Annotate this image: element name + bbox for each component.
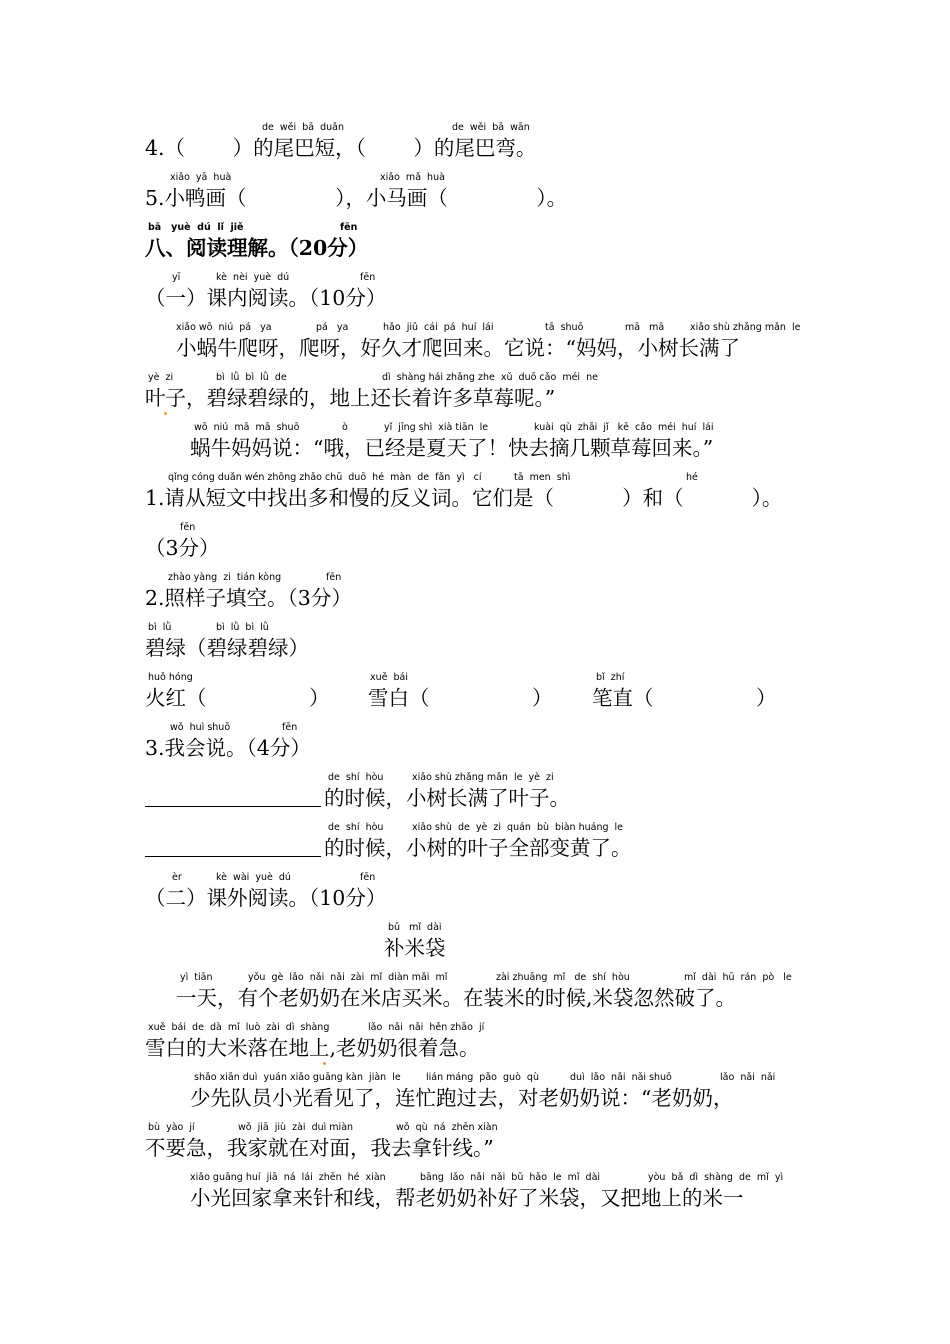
story-title-text: 补米袋 bbox=[384, 936, 446, 960]
section8-pinyin-1: bā yuè dú lǐ jiě bbox=[148, 222, 244, 233]
rq3-l1-pinyin-1: de shí hòu bbox=[328, 772, 384, 783]
passage1-l3-text: 蜗牛妈妈说：“哦，已经是夏天了！快去摘几颗草莓回来。” bbox=[190, 436, 714, 460]
rq3-line-1 bbox=[0, 772, 950, 822]
rq2-example bbox=[0, 622, 950, 672]
rq2-example-pinyin-2: bì lǜ bì lǜ bbox=[216, 622, 269, 633]
part2-pinyin-1: èr bbox=[172, 872, 182, 883]
passage1-l1-pinyin-3: hǎo jiǔ cái pá huí lái bbox=[383, 322, 494, 333]
story-p1-pinyin-1: yì tiān bbox=[180, 972, 213, 983]
rq1-pinyin-2: tā men shì bbox=[514, 472, 571, 483]
part2-title: （二）课外阅读。（10分） bbox=[145, 886, 387, 910]
q4-text: 4.（ ）的尾巴短，（ ）的尾巴弯。 bbox=[145, 136, 537, 160]
rq1-score: （3分） bbox=[145, 536, 220, 560]
story-p4-text: 不要急，我家就在对面，我去拿针线。” bbox=[145, 1136, 494, 1160]
reading-question-3 bbox=[0, 722, 950, 772]
rq2-example-text: 碧绿（碧绿碧绿） bbox=[145, 636, 309, 660]
passage1-line-3 bbox=[0, 422, 950, 472]
passage1-l3-pinyin-1: wō niú mā mā shuō bbox=[194, 422, 300, 433]
rq3-text: 3.我会说。（4分） bbox=[145, 736, 311, 760]
story-p2-pinyin-2: lǎo nǎi nǎi hěn zhāo jí bbox=[368, 1022, 485, 1033]
part2-pinyin-3: fēn bbox=[360, 872, 376, 883]
story-p3-pinyin-1: shǎo xiān duì yuán xiǎo guāng kàn jiàn le bbox=[194, 1072, 401, 1083]
passage1-l2-pinyin-3: dì shàng hái zhǎng zhe xǔ duō cǎo méi ne bbox=[382, 372, 598, 383]
story-p2-pinyin-1: xuě bái de dà mǐ luò zài dì shàng bbox=[148, 1022, 330, 1033]
story-p3-text: 少先队员小光看见了，连忙跑过去，对老奶奶说：“老奶奶， bbox=[190, 1086, 734, 1110]
rq3-l1-text: 的时候，小树长满了叶子。 bbox=[324, 786, 570, 810]
reading-question-1 bbox=[0, 472, 950, 522]
rq1-score-pinyin: fēn bbox=[180, 522, 196, 533]
passage1-l1-pinyin-2: pá ya bbox=[316, 322, 349, 333]
story-line-2 bbox=[0, 1022, 950, 1072]
passage1-l3-pinyin-2: ò bbox=[342, 422, 348, 433]
passage1-l2-text: 叶子，碧绿碧绿的，地上还长着许多草莓呢。” bbox=[145, 386, 556, 410]
section-8-heading bbox=[0, 222, 950, 272]
rq3-blank-2[interactable] bbox=[145, 856, 321, 857]
rq2-items bbox=[0, 672, 950, 722]
rq3-blank-1[interactable] bbox=[145, 806, 321, 807]
story-p1-pinyin-4: mǐ dài hū rán pò le bbox=[684, 972, 792, 983]
reading-question-2 bbox=[0, 572, 950, 622]
rq2-item3: 笔直（ ） bbox=[592, 686, 777, 710]
rq3-pinyin-2: fēn bbox=[282, 722, 298, 733]
section8-title: 八、阅读理解。（20分） bbox=[145, 236, 369, 260]
rq2-item2: 雪白（ ） bbox=[368, 686, 553, 710]
part-1-heading bbox=[0, 272, 950, 322]
q5-text: 5.小鸭画（ ），小马画（ ）。 bbox=[145, 186, 568, 210]
rq2-item3-pinyin: bǐ zhí bbox=[596, 672, 625, 683]
rq3-l1-pinyin-2: xiǎo shù zhǎng mǎn le yè zi bbox=[412, 772, 554, 783]
story-p3-pinyin-2: lián máng pǎo guò qù bbox=[426, 1072, 539, 1083]
rq2-item1: 火红（ ） bbox=[145, 686, 330, 710]
rq3-l2-text: 的时候，小树的叶子全部变黄了。 bbox=[324, 836, 632, 860]
rq1-pinyin-3: hé bbox=[686, 472, 698, 483]
rq2-item1-pinyin: huǒ hóng bbox=[148, 672, 193, 683]
story-p3-pinyin-4: lǎo nǎi nǎi bbox=[720, 1072, 776, 1083]
rq2-text: 2.照样子填空。（3分） bbox=[145, 586, 352, 610]
rq2-pinyin-2: fēn bbox=[326, 572, 342, 583]
story-p4-pinyin-2: wǒ jiā jiù zài duì miàn bbox=[238, 1122, 354, 1133]
rq3-line-2 bbox=[0, 822, 950, 872]
passage1-l1-pinyin-4: tā shuō bbox=[545, 322, 584, 333]
story-line-3 bbox=[0, 1072, 950, 1122]
story-p1-pinyin-3: zài zhuāng mǐ de shí hòu bbox=[496, 972, 630, 983]
story-p5-pinyin-3: yòu bǎ dì shàng de mǐ yì bbox=[648, 1172, 784, 1183]
rq2-item2-pinyin: xuě bái bbox=[370, 672, 409, 683]
story-line-5 bbox=[0, 1172, 950, 1222]
rq3-l2-pinyin-1: de shí hòu bbox=[328, 822, 384, 833]
story-p4-pinyin-1: bù yào jí bbox=[148, 1122, 195, 1133]
reading-question-1-score bbox=[0, 522, 950, 572]
part1-title: （一）课内阅读。（10分） bbox=[145, 286, 387, 310]
q4-pinyin-2: de wěi bā wān bbox=[452, 122, 530, 133]
section8-pinyin-2: fēn bbox=[340, 222, 358, 233]
part1-pinyin-3: fēn bbox=[360, 272, 376, 283]
passage1-l1-text: 小蜗牛爬呀，爬呀，好久才爬回来。它说：“妈妈，小树长满了 bbox=[176, 336, 740, 360]
passage1-line-1 bbox=[0, 322, 950, 372]
story-line-4 bbox=[0, 1122, 950, 1172]
rq2-example-pinyin-1: bì lǜ bbox=[148, 622, 172, 633]
rq1-text: 1.请从短文中找出多和慢的反义词。它们是（ ）和（ ）。 bbox=[145, 486, 783, 510]
question-5 bbox=[0, 172, 950, 222]
rq3-pinyin-1: wǒ huì shuō bbox=[170, 722, 231, 733]
story-title bbox=[0, 922, 950, 972]
passage1-l1-pinyin-1: xiǎo wō niú pá ya bbox=[176, 322, 272, 333]
story-p2-text: 雪白的大米落在地上,老奶奶很着急。 bbox=[145, 1036, 480, 1060]
passage1-l1-pinyin-6: xiǎo shù zhǎng mǎn le bbox=[690, 322, 801, 333]
story-title-pinyin: bǔ mǐ dài bbox=[388, 922, 442, 933]
rq3-l2-pinyin-2: xiǎo shù de yè zi quán bù biàn huáng le bbox=[412, 822, 624, 833]
passage1-l2-pinyin-2: bì lǜ bì lǜ de bbox=[216, 372, 287, 383]
q4-pinyin-1: de wěi bā duǎn bbox=[262, 122, 344, 133]
rq2-pinyin-1: zhào yàng zi tián kòng bbox=[168, 572, 282, 583]
part1-pinyin-1: yī bbox=[172, 272, 181, 283]
part-2-heading bbox=[0, 872, 950, 922]
story-p3-pinyin-3: duì lǎo nǎi nǎi shuō bbox=[570, 1072, 672, 1083]
story-p5-pinyin-1: xiǎo guāng huí jiā ná lái zhēn hé xiàn bbox=[190, 1172, 386, 1183]
question-4 bbox=[0, 122, 950, 172]
q5-pinyin-2: xiǎo mǎ huà bbox=[380, 172, 445, 183]
story-p4-pinyin-3: wǒ qù ná zhēn xiàn bbox=[396, 1122, 498, 1133]
ink-mark bbox=[164, 412, 167, 415]
passage1-l1-pinyin-5: mā mā bbox=[625, 322, 665, 333]
story-p1-pinyin-2: yǒu gè lǎo nǎi nǎi zài mǐ diàn mǎi mǐ bbox=[248, 972, 448, 983]
rq1-pinyin-1: qǐng cóng duǎn wén zhōng zhǎo chū duō hé màn de fǎn yì cí bbox=[168, 472, 482, 483]
part2-pinyin-2: kè wài yuè dú bbox=[216, 872, 291, 883]
story-p5-pinyin-2: bāng lǎo nǎi nǎi bǔ hǎo le mǐ dài bbox=[420, 1172, 601, 1183]
q5-pinyin-1: xiǎo yā huà bbox=[170, 172, 232, 183]
ink-mark bbox=[323, 1062, 326, 1065]
passage1-l3-pinyin-4: kuài qù zhāi jǐ kē cǎo méi huí lái bbox=[534, 422, 714, 433]
passage1-line-2 bbox=[0, 372, 950, 422]
passage1-l3-pinyin-3: yǐ jīng shì xià tiān le bbox=[384, 422, 489, 433]
passage1-l2-pinyin-1: yè zi bbox=[148, 372, 174, 383]
story-p1-text: 一天，有个老奶奶在米店买米。在装米的时候,米袋忽然破了。 bbox=[176, 986, 737, 1010]
part1-pinyin-2: kè nèi yuè dú bbox=[216, 272, 290, 283]
story-line-1 bbox=[0, 972, 950, 1022]
story-p5-text: 小光回家拿来针和线，帮老奶奶补好了米袋，又把地上的米一 bbox=[190, 1186, 744, 1210]
